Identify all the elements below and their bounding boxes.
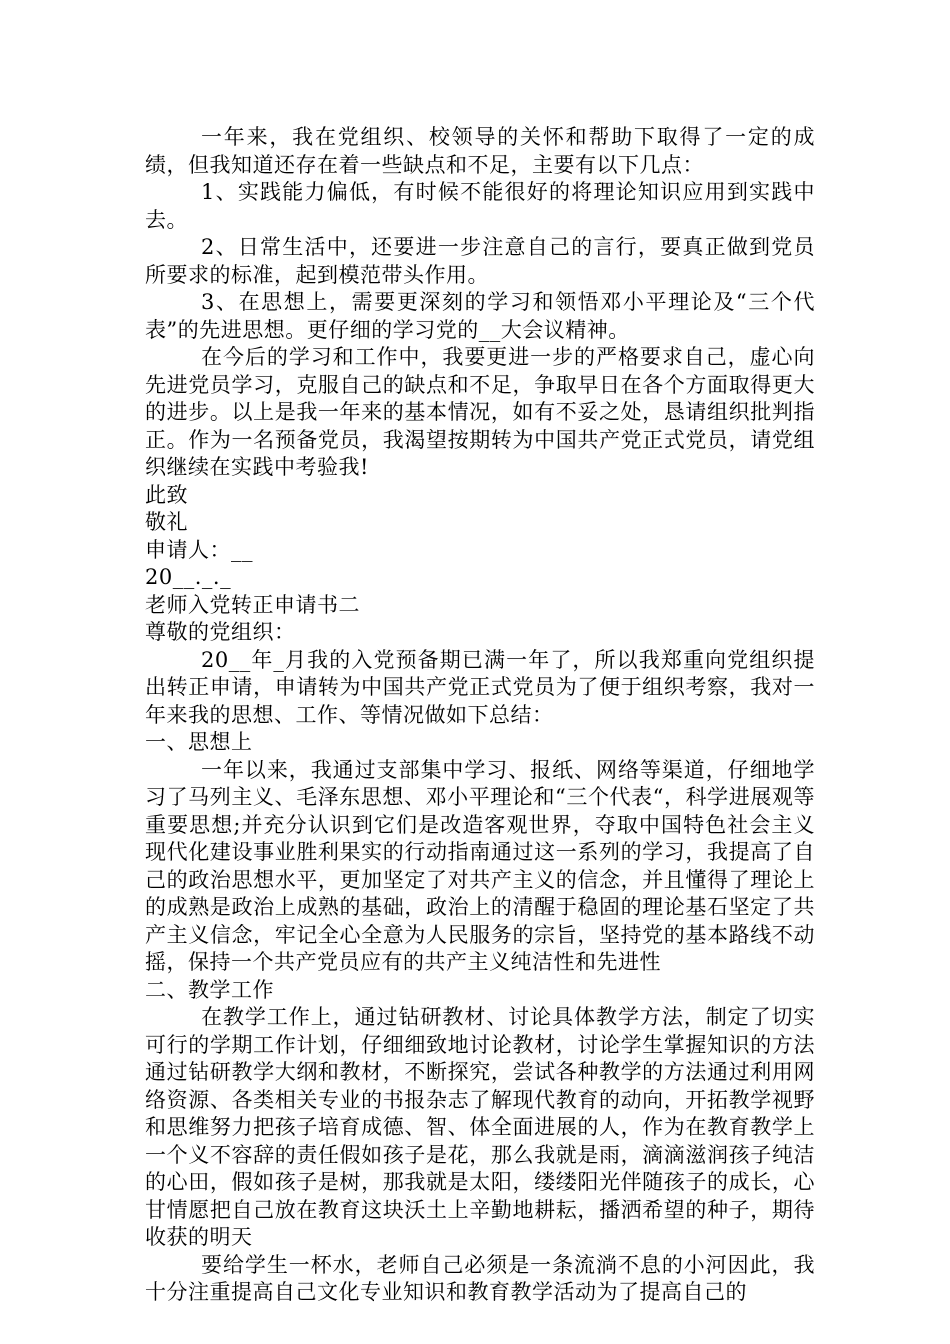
heading-thought: 一、思想上 [145, 730, 253, 754]
paragraph-future: 在今后的学习和工作中，我要更进一步的严格要求自己，虚心向先进党员学习，克服自己的缺点和不足，争取早日在各个方面取得更大的进步。以上是我一年来的基本情况，如有不妥之处，恳请组织批判指正。作为一名预备党员，我渴望按期转为中国共产党正式党员，请党组织继续在实践中考验我! [145, 345, 815, 479]
paragraph-study: 要给学生一杯水，老师自己必须是一条流淌不息的小河因此，我十分注重提高自己文化专业知识和教育教学活动为了提高自己的 [145, 1252, 815, 1304]
paragraph-intro: 一年来，我在党组织、校领导的关怀和帮助下取得了一定的成绩，但我知道还存在着一些缺点和不足，主要有以下几点： [145, 125, 815, 177]
heading-teaching: 二、教学工作 [145, 977, 274, 1002]
applicant-line: 申请人：__ [145, 537, 253, 562]
closing-regards: 敬礼 [145, 510, 188, 534]
section-title-2: 老师入党转正申请书二 [145, 592, 360, 617]
paragraph-thought: 一年以来，我通过支部集中学习、报纸、网络等渠道，仔细地学习了马列主义、毛泽东思想、邓小平理论和“三个代表“，科学进展观等重要思想;并充分认识到它们是改造客观世界，夺取中国特色社会主义现代化建设事业胜利果实的行动指南通过这一系列的学习，我提高了自己的政治思想水平，更加坚定了对共产主义的信念，并且懂得了理论上的成熟是政治上成熟的基础，政治上的清醒于稳固的理论基石坚定了共产主义信念，牢记全心全意为人民服务的宗旨，坚持党的基本路线不动摇，保持一个共产党员应有的共产主义纯洁性和先进性 [145, 757, 815, 974]
closing-salute: 此致 [145, 482, 188, 507]
document-body [145, 124, 815, 1307]
paragraph-application: 20__年_月我的入党预备期已满一年了，所以我郑重向党组织提出转正申请，申请转为中国共产党正式党员为了便于组织考察，我对一年来我的思想、工作、等情况做如下总结： [145, 647, 815, 727]
paragraph-point-3: 3、在思想上，需要更深刻的学习和领悟邓小平理论及“三个代表”的先进思想。更仔细的学习党的__大会议精神。 [145, 290, 815, 342]
salutation: 尊敬的党组织： [145, 620, 296, 644]
paragraph-point-1: 1、实践能力偏低，有时候不能很好的将理论知识应用到实践中去。 [145, 180, 815, 232]
date-line: 20__._._ [145, 565, 232, 589]
paragraph-teaching: 在教学工作上，通过钻研教材、讨论具体教学方法，制定了切实可行的学期工作计划，仔细细致地讨论教材，讨论学生掌握知识的方法通过钻研教学大纲和教材，不断探究，尝试各种教学的方法通过利用网络资源、各类相关专业的书报杂志了解现代教育的动向，开拓教学视野和思维努力把孩子培育成德、智、体全面进展的人，作为在教育教学上一个义不容辞的责任假如孩子是花，那么我就是雨，滴滴滋润孩子纯洁的心田，假如孩子是树，那我就是太阳，缕缕阳光伴随孩子的成长，心甘情愿把自己放在教育这块沃土上辛勤地耕耘，播洒希望的种子，期待收获的明天 [145, 1005, 815, 1249]
paragraph-point-2: 2、日常生活中，还要进一步注意自己的言行，要真正做到党员所要求的标准，起到模范带头作用。 [145, 235, 815, 287]
